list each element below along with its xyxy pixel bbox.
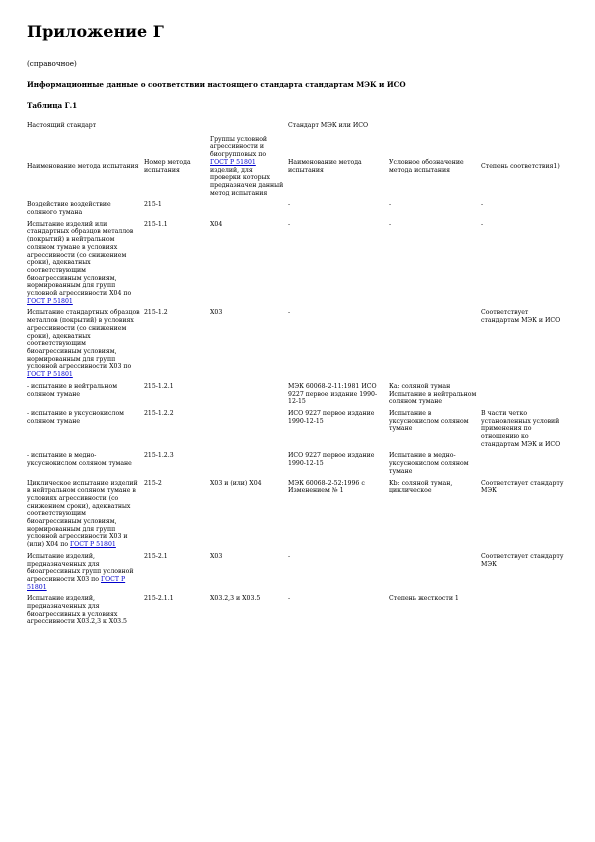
cell-standard: - [288, 595, 291, 603]
table-row [27, 410, 572, 453]
cell-conditions: Kb: соляной туман, циклическое [389, 479, 453, 495]
table-row [27, 553, 572, 596]
cell-standard: МЭК 60068-2-11:1981 ИСО 9227 первое издание 1990-12-15 [288, 382, 378, 406]
table-row [27, 383, 572, 410]
cell-method-number: 215-1.2 [144, 309, 168, 317]
cell-standard: - [288, 201, 291, 209]
header-degree: Степень соответствия1) [481, 162, 560, 170]
cell-product-group [210, 452, 288, 479]
gost-link[interactable]: ГОСТ Р 51801 [27, 371, 73, 379]
cell-method-name: Испытание изделий или стандартных образцов металлов (покрытий) в нейтральном соляном тумане в условиях агрессивности (со снижением сроки), адекватных соответствующим биоагрессивным условиям, нормированным для групп условной агрессивности Х04 по ГОСТ Р 51801 [27, 220, 134, 305]
correspondence-table [27, 122, 572, 630]
cell-degree: Соответствует стандартам МЭК и ИСО [481, 309, 561, 325]
cell-standard: ИСО 9227 первое издание 1990-12-15 [288, 409, 375, 425]
gost-link[interactable]: ГОСТ Р 51801 [70, 541, 116, 549]
cell-product-group: Х03.2,3 и Х03.5 [210, 595, 261, 603]
table-row [27, 480, 572, 553]
header-iec-method-name: Наименование метода испытания [288, 158, 362, 174]
cell-method-name: Испытание стандартных образцов металлов (покрытий) в условиях агрессивности (со снижением сроки), адекватных соответствующим биоагрессивным условиям, нормированным для групп условной агрессивности Х03 по ГОСТ Р 51801 [27, 309, 140, 379]
table-row [27, 309, 572, 382]
cell-conditions: Испытание в медно-уксуснокислом соляном тумане [389, 452, 469, 475]
cell-method-number: 215-1.2.2 [144, 409, 174, 417]
table-body [27, 201, 572, 630]
cell-conditions: - [389, 201, 392, 209]
page-title: Приложение Г [27, 22, 164, 41]
cell-conditions: Степень жесткости 1 [389, 595, 459, 603]
cell-standard: - [288, 552, 291, 560]
cell-method-name: Испытание изделий, предназначенных для биоагрессивных в условиях агрессивности Х03.2,3 к Х03.5 [27, 595, 127, 626]
header-product-group: Группы условной агрессивности и биогрупповых по ГОСТ Р 51801 изделий, для проверки которых предназначен данный метод испытания [210, 135, 284, 197]
table-row [27, 201, 572, 220]
cell-method-name: Испытание изделий, предназначенных для биоагрессивных групп условной агрессивности Х03 по ГОСТ Р 51801 [27, 552, 134, 591]
table-group-header-row [27, 122, 572, 136]
header-method-number: Номер метода испытания [144, 158, 191, 174]
cell-product-group [210, 201, 288, 220]
cell-degree [481, 595, 572, 630]
intro-text: Информационные данные о соответствии настоящего стандарта стандартам МЭК и ИСО [27, 80, 406, 89]
table-row [27, 595, 572, 630]
header-method-name: Наименование метода испытания [27, 162, 139, 170]
group-iec-iso: Стандарт МЭК или ИСО [288, 122, 369, 129]
cell-standard: - [288, 220, 291, 228]
cell-method-number: 215-2.1.1 [144, 595, 174, 603]
gost-link[interactable]: ГОСТ Р 51801 [27, 297, 73, 305]
gost-link[interactable]: ГОСТ Р 51801 [210, 158, 256, 166]
cell-method-number: 215-1.2.1 [144, 382, 174, 390]
cell-degree: В части четко установленных условий применения по отношению ко стандартам МЭК и ИСО [481, 409, 561, 448]
cell-degree: - [481, 201, 484, 209]
cell-conditions [389, 553, 481, 596]
cell-product-group: Х03 [210, 309, 223, 317]
group-national: Настоящий стандарт [27, 122, 97, 129]
cell-method-name: - испытание в нейтральном соляном тумане [27, 382, 118, 398]
document-page [27, 22, 572, 630]
cell-degree [481, 452, 572, 479]
cell-product-group: Х03 [210, 552, 223, 560]
cell-conditions [389, 309, 481, 382]
cell-method-name: Воздействие воздействие соляного тумана [27, 201, 111, 217]
cell-product-group: Х03 и (или) Х04 [210, 479, 262, 487]
cell-method-number: 215-2.1 [144, 552, 168, 560]
cell-method-number: 215-2 [144, 479, 162, 487]
cell-degree [481, 383, 572, 410]
header-iec-conditions: Условное обозначение метода испытания [389, 158, 464, 174]
cell-method-number: 215-1.1 [144, 220, 168, 228]
cell-standard: - [288, 309, 291, 317]
cell-standard: МЭК 60068-2-52:1996 с Изменением № 1 [288, 479, 365, 495]
cell-method-number: 215-1 [144, 201, 162, 209]
cell-conditions: Испытание в уксуснокислом соляном тумане [389, 409, 469, 433]
cell-method-name: Циклическое испытание изделий в нейтральном соляном тумане в условиях агрессивности (со снижением сроки), адекватных соответствующим биоагрессивным условиям, нормированным для групп условной агрессивности Х03 и (или) Х04 по ГОСТ Р 51801 [27, 479, 138, 549]
cell-degree: Соответствует стандарту МЭК [481, 552, 564, 568]
cell-method-number: 215-1.2.3 [144, 452, 174, 460]
cell-conditions: Ка: соляной туман Испытание в нейтральном соляном тумане [389, 382, 477, 406]
cell-product-group: Х04 [210, 220, 223, 228]
cell-standard: ИСО 9227 первое издание 1990-12-15 [288, 452, 375, 468]
table-row [27, 452, 572, 479]
cell-conditions: - [389, 220, 392, 228]
cell-degree: Соответствует стандарту МЭК [481, 479, 564, 495]
table-name: Таблица Г.1 [27, 101, 78, 110]
table-header-row [27, 136, 572, 202]
cell-product-group [210, 383, 288, 410]
cell-method-name: - испытание в медно-уксуснокислом соляном тумане [27, 452, 132, 468]
gost-link[interactable]: ГОСТ Р 51801 [27, 575, 126, 591]
table-row [27, 221, 572, 310]
cell-degree: - [481, 220, 484, 228]
reference-note: (справочное) [27, 59, 77, 68]
cell-product-group [210, 410, 288, 453]
cell-method-name: - испытание в уксуснокислом соляном тумане [27, 409, 124, 425]
